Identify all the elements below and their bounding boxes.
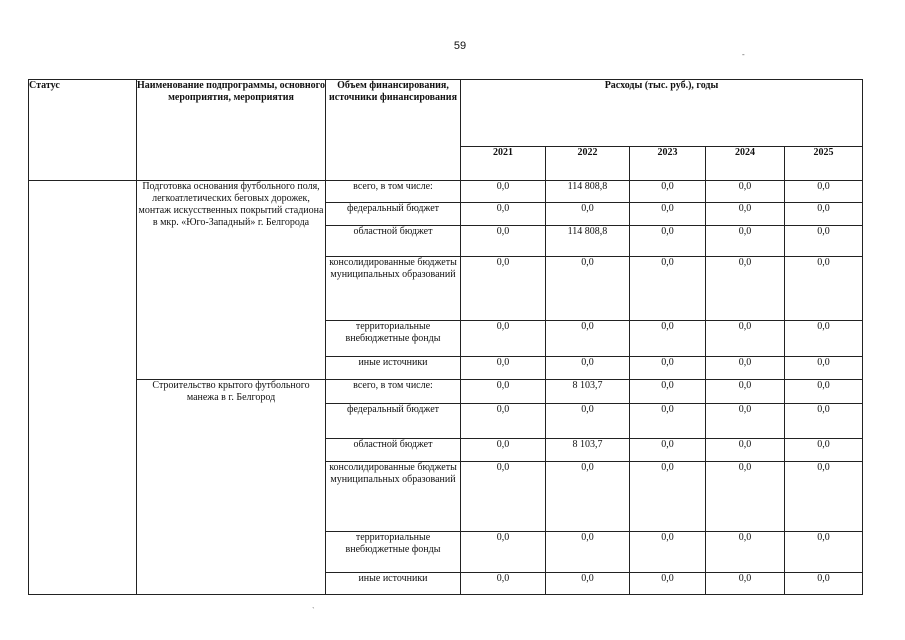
value-cell: 0,0: [706, 462, 785, 532]
value-cell: 0,0: [546, 203, 630, 226]
activity-name: Подготовка основания футбольного поля, легкоатлетических беговых дорожек, монтаж искусственных покрытий стадиона в мкр. «Юго-Западный» г. Белгорода: [137, 181, 326, 380]
funding-source: иные источники: [326, 573, 461, 595]
value-cell: 0,0: [461, 439, 546, 462]
value-cell: 0,0: [546, 257, 630, 321]
value-cell: 0,0: [706, 573, 785, 595]
value-cell: 0,0: [630, 321, 706, 357]
scan-speck: -: [742, 50, 745, 59]
value-cell: 0,0: [706, 257, 785, 321]
value-cell: 0,0: [630, 226, 706, 257]
value-cell: 0,0: [546, 573, 630, 595]
value-cell: 0,0: [630, 357, 706, 380]
value-cell: 0,0: [706, 321, 785, 357]
value-cell: 0,0: [461, 321, 546, 357]
scan-speck: `: [312, 606, 315, 615]
table-body: [29, 181, 863, 595]
value-cell: 0,0: [630, 203, 706, 226]
page-number: 59: [453, 40, 467, 52]
year-header: 2023: [630, 147, 706, 181]
funding-source: всего, в том числе:: [326, 181, 461, 203]
value-cell: 0,0: [706, 203, 785, 226]
value-cell: 0,0: [461, 257, 546, 321]
funding-source: консолидированные бюджеты муниципальных образований: [326, 257, 461, 321]
value-cell: 0,0: [461, 380, 546, 404]
status-header: Статус: [29, 80, 137, 181]
table-header: [29, 80, 863, 181]
year-header: 2021: [461, 147, 546, 181]
value-cell: 8 103,7: [546, 380, 630, 404]
value-cell: 0,0: [630, 439, 706, 462]
value-cell: 0,0: [785, 404, 863, 439]
value-cell: 0,0: [461, 226, 546, 257]
value-cell: 0,0: [546, 357, 630, 380]
year-header: 2024: [706, 147, 785, 181]
funding-source: областной бюджет: [326, 439, 461, 462]
value-cell: 0,0: [546, 321, 630, 357]
value-cell: 0,0: [785, 380, 863, 404]
value-cell: 0,0: [785, 226, 863, 257]
value-cell: 0,0: [630, 380, 706, 404]
value-cell: 0,0: [546, 404, 630, 439]
value-cell: 114 808,8: [546, 226, 630, 257]
table-row: [29, 181, 863, 203]
table-row: [29, 380, 863, 404]
value-cell: 0,0: [630, 573, 706, 595]
funding-source: консолидированные бюджеты муниципальных образований: [326, 462, 461, 532]
value-cell: 0,0: [546, 462, 630, 532]
value-cell: 0,0: [630, 404, 706, 439]
value-cell: 0,0: [785, 257, 863, 321]
value-cell: 0,0: [461, 203, 546, 226]
value-cell: 0,0: [630, 462, 706, 532]
value-cell: 0,0: [785, 532, 863, 573]
financing-header: Объем финансирования, источники финансирования: [326, 80, 461, 181]
value-cell: 0,0: [461, 573, 546, 595]
value-cell: 0,0: [785, 462, 863, 532]
value-cell: 0,0: [706, 181, 785, 203]
value-cell: 0,0: [461, 532, 546, 573]
value-cell: 0,0: [785, 321, 863, 357]
value-cell: 0,0: [706, 532, 785, 573]
funding-source: федеральный бюджет: [326, 404, 461, 439]
funding-source: всего, в том числе:: [326, 380, 461, 404]
value-cell: 0,0: [630, 532, 706, 573]
value-cell: 0,0: [785, 439, 863, 462]
value-cell: 0,0: [461, 462, 546, 532]
value-cell: 0,0: [461, 181, 546, 203]
budget-table: [28, 79, 863, 595]
value-cell: 0,0: [630, 181, 706, 203]
funding-source: иные источники: [326, 357, 461, 380]
expenses-header: Расходы (тыс. руб.), годы: [461, 80, 863, 147]
status-cell: [29, 181, 137, 595]
value-cell: 0,0: [785, 573, 863, 595]
value-cell: 0,0: [461, 404, 546, 439]
value-cell: 0,0: [706, 439, 785, 462]
value-cell: 0,0: [785, 357, 863, 380]
value-cell: 0,0: [706, 357, 785, 380]
value-cell: 0,0: [706, 404, 785, 439]
value-cell: 0,0: [630, 257, 706, 321]
value-cell: 114 808,8: [546, 181, 630, 203]
funding-source: территориальные внебюджетные фонды: [326, 321, 461, 357]
value-cell: 0,0: [785, 203, 863, 226]
value-cell: 0,0: [785, 181, 863, 203]
year-header: 2022: [546, 147, 630, 181]
funding-source: федеральный бюджет: [326, 203, 461, 226]
name-header: Наименование подпрограммы, основного мероприятия, мероприятия: [137, 80, 326, 181]
funding-source: территориальные внебюджетные фонды: [326, 532, 461, 573]
value-cell: 0,0: [461, 357, 546, 380]
value-cell: 0,0: [706, 226, 785, 257]
value-cell: 8 103,7: [546, 439, 630, 462]
year-header: 2025: [785, 147, 863, 181]
value-cell: 0,0: [546, 532, 630, 573]
funding-source: областной бюджет: [326, 226, 461, 257]
activity-name: Строительство крытого футбольного манежа в г. Белгород: [137, 380, 326, 595]
value-cell: 0,0: [706, 380, 785, 404]
